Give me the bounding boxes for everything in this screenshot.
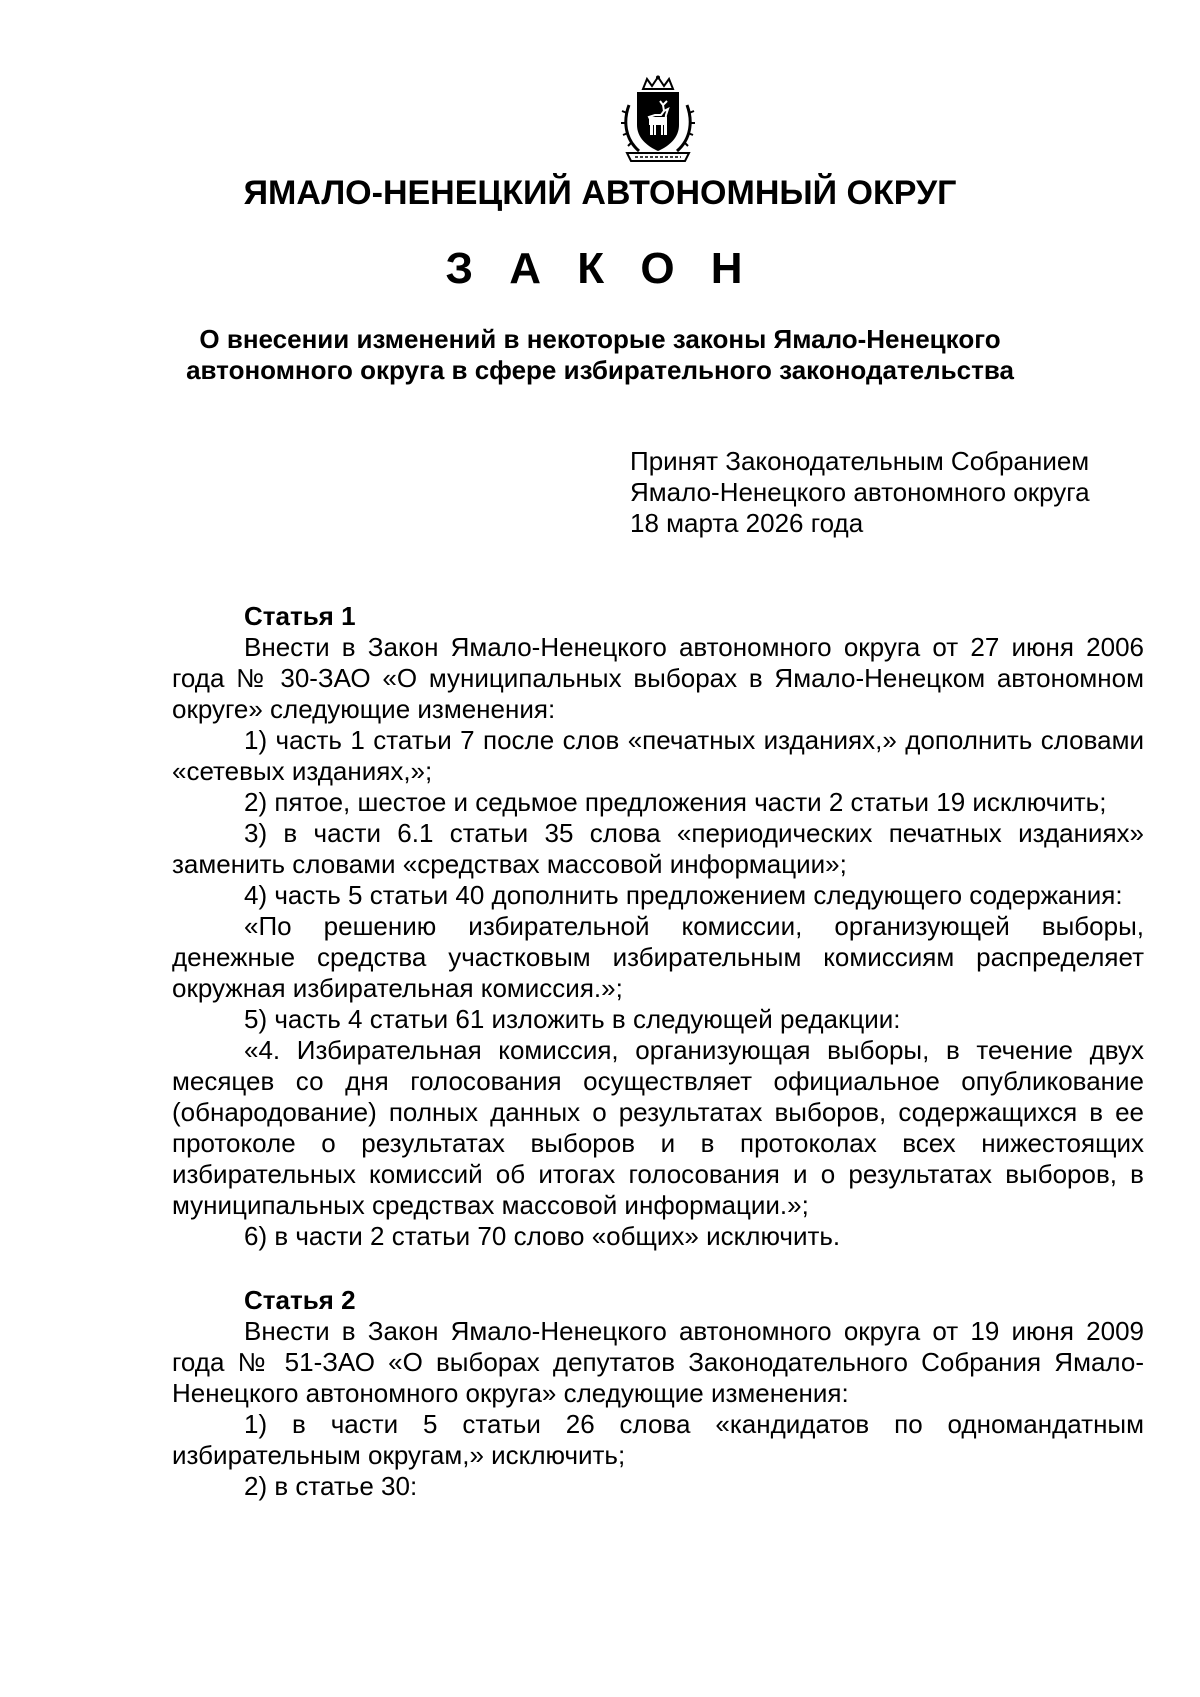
region-name: ЯМАЛО-НЕНЕЦКИЙ АВТОНОМНЫЙ ОКРУГ — [243, 174, 957, 212]
article-spacer — [172, 1252, 1144, 1285]
article-2-heading: Статья 2 — [244, 1285, 356, 1315]
article-1-item-1: 1) часть 1 статьи 7 после слов «печатных изданиях,» дополнить словами «сетевых изданиях,»; — [172, 725, 1144, 786]
law-title-line-1: О внесении изменений в некоторые законы Ямало-Ненецкого — [199, 324, 1001, 354]
law-title-line-2: автономного округа в сфере избирательного законодательства — [186, 355, 1014, 385]
article-1-item-4: 4) часть 5 статьи 40 дополнить предложением следующего содержания: — [244, 880, 1123, 910]
article-1-item-5-quote: «4. Избирательная комиссия, организующая выборы, в течение двух месяцев со дня голосования осуществляет официальное опубликование (обнародование) полных данных о результатах выборов, содержащихся в ее протоколе о результатах выборов и в протоколах всех нижестоящих избирательных комиссий об итогах голосования и о результатах выборов, в муниципальных средствах массовой информации.»; — [172, 1035, 1144, 1220]
article-2-item-1: 1) в части 5 статьи 26 слова «кандидатов по одномандатным избирательным округам,» исключить; — [172, 1409, 1144, 1470]
adoption-line-2: Ямало-Ненецкого автономного округа — [630, 477, 1090, 507]
adoption-date: 18 марта 2026 года — [630, 508, 864, 538]
adoption-block — [630, 446, 1170, 539]
article-1-item-4-quote: «По решению избирательной комиссии, организующей выборы, денежные средства участковым избирательным комиссиям распределяет окружная избирательная комиссия.»; — [172, 911, 1144, 1003]
article-2-intro: Внести в Закон Ямало-Ненецкого автономного округа от 19 июня 2009 года № 51-ЗАО «О выборах депутатов Законодательного Собрания Ямало-Ненецкого автономного округа» следующие изменения: — [172, 1316, 1144, 1408]
document-body — [172, 601, 1144, 1502]
document-type: З А К О Н — [445, 244, 755, 293]
law-title — [150, 324, 1050, 386]
article-1-intro: Внести в Закон Ямало-Ненецкого автономного округа от 27 июня 2006 года № 30-ЗАО «О муниципальных выборах в Ямало-Ненецком автономном округе» следующие изменения: — [172, 632, 1144, 724]
article-1-item-6: 6) в части 2 статьи 70 слово «общих» исключить. — [244, 1221, 841, 1251]
adoption-line-1: Принят Законодательным Собранием — [630, 446, 1090, 476]
article-1-item-2: 2) пятое, шестое и седьмое предложения части 2 статьи 19 исключить; — [244, 787, 1107, 817]
article-1-item-3: 3) в части 6.1 статьи 35 слова «периодических печатных изданиях» заменить словами «средствах массовой информации»; — [172, 818, 1144, 879]
article-2-item-2: 2) в статье 30: — [244, 1471, 418, 1501]
coat-of-arms-icon — [619, 75, 697, 163]
article-1-heading: Статья 1 — [244, 601, 356, 631]
article-1-item-5: 5) часть 4 статьи 61 изложить в следующей редакции: — [244, 1004, 901, 1034]
